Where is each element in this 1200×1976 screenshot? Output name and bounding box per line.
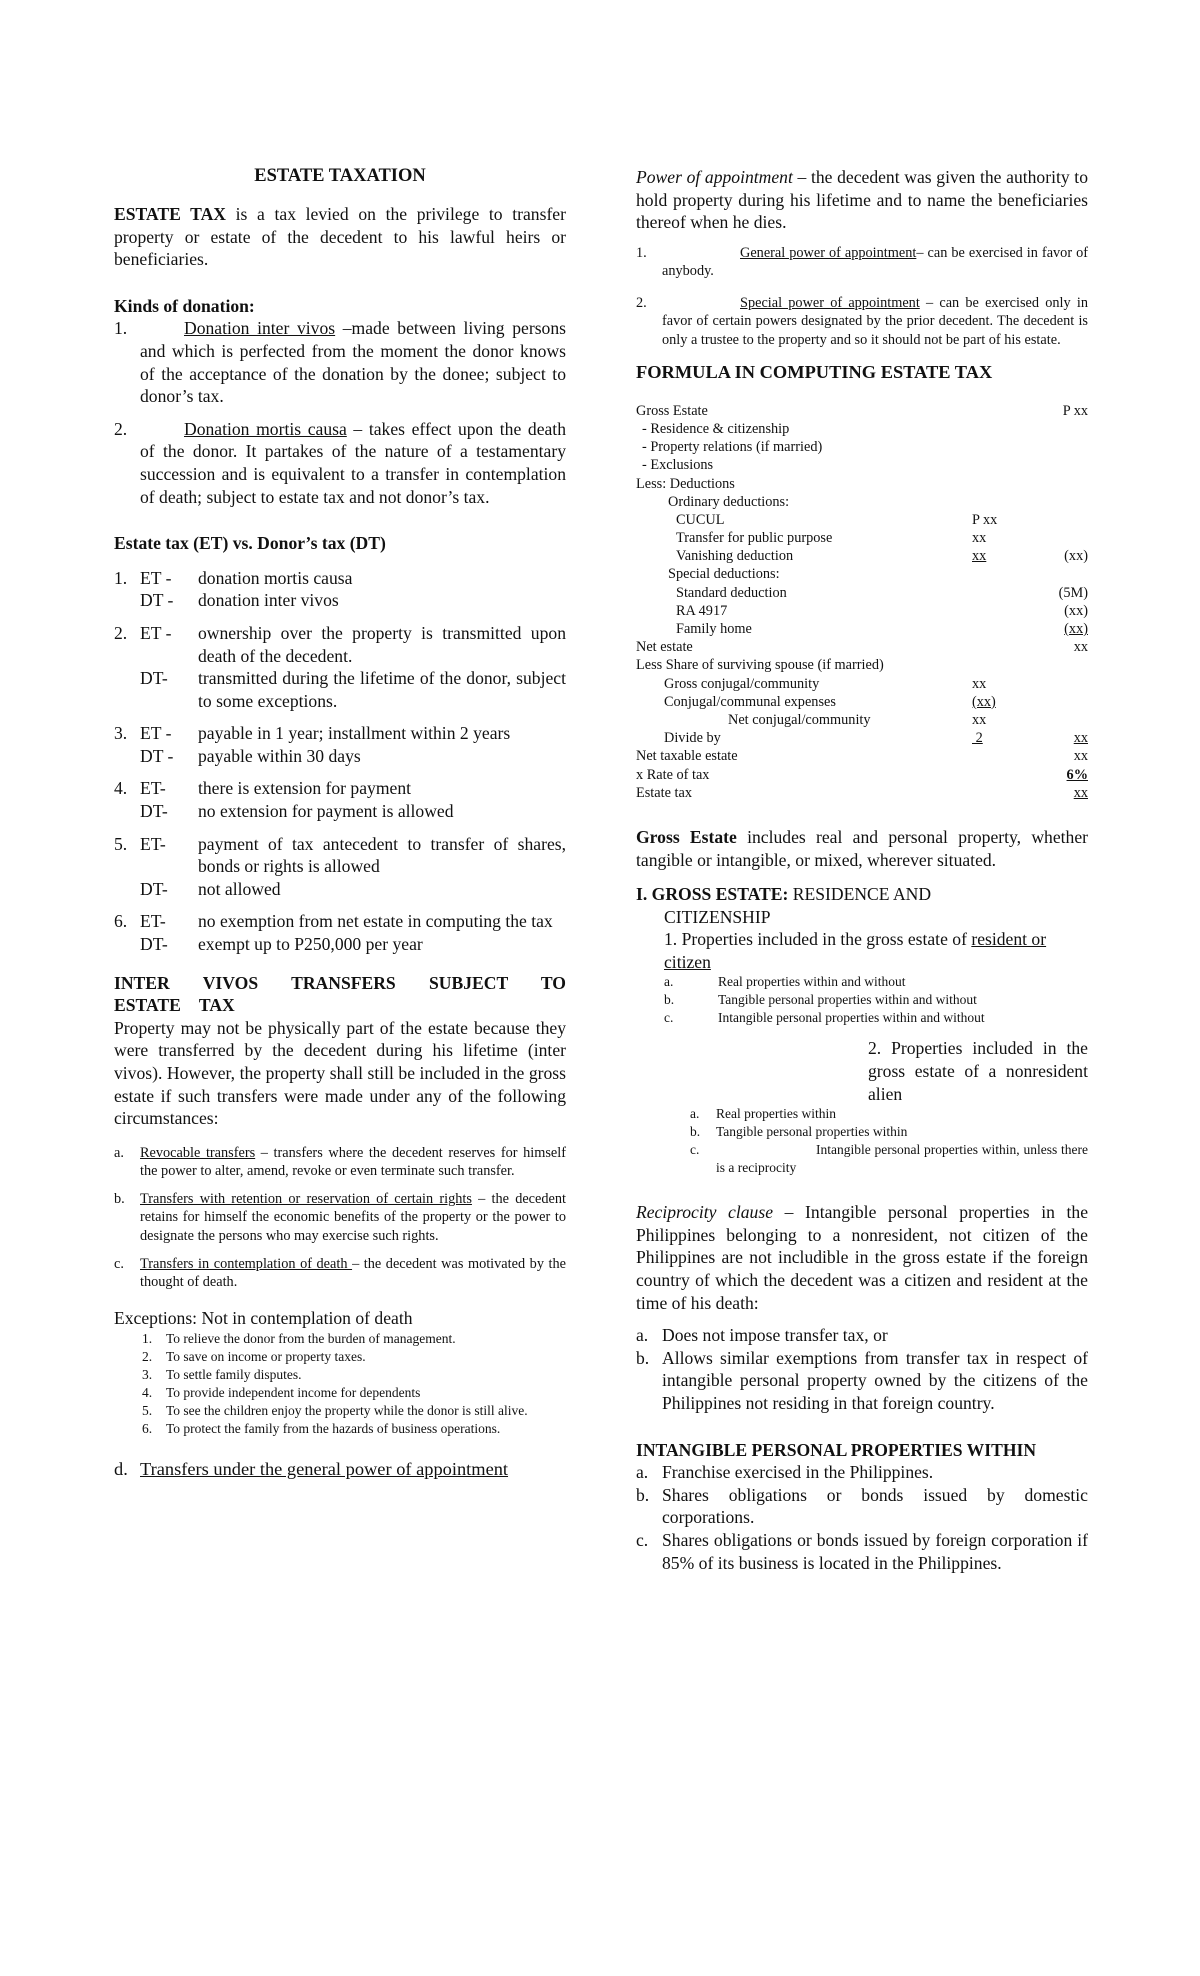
exception-number: 4. (142, 1384, 153, 1400)
formula-subtotal: xx (972, 548, 987, 565)
reciprocity-list (636, 1324, 1088, 1414)
ipp-text: Shares obligations or bonds issued by domestic corporations. (662, 1484, 1088, 1528)
ipp-letter: a. (636, 1462, 649, 1483)
formula-total: xx (1073, 748, 1088, 765)
ipp-item (636, 1484, 1088, 1529)
ge-heading-bold: I. GROSS ESTATE: (636, 884, 789, 905)
dt-text: payable within 30 days (198, 745, 361, 766)
formula-total: xx (1073, 784, 1088, 801)
formula-row (636, 729, 1088, 747)
et-label: ET- (140, 778, 166, 799)
formula-subtotal: (xx) (972, 693, 996, 710)
kinds-heading: Kinds of donation: (114, 295, 255, 316)
formula-row (636, 747, 1088, 765)
et-text: ownership over the property is transmitted upon death of the decedent. (198, 622, 566, 666)
formula-row (636, 656, 1088, 674)
ipp-item (636, 1461, 1088, 1484)
formula-label: Vanishing deduction (676, 548, 794, 565)
formula-label: - Residence & citizenship (642, 420, 790, 437)
reciprocity-letter: b. (636, 1347, 650, 1368)
transfer-term: Transfers with retention or reservation of certain rights (140, 1191, 472, 1208)
dt-label: DT - (140, 745, 174, 766)
formula-row (636, 547, 1088, 565)
et-label: ET - (140, 723, 172, 744)
formula-label: - Exclusions (642, 457, 714, 474)
formula-row (636, 529, 1088, 547)
transfers-list (114, 1144, 566, 1291)
formula-row (636, 475, 1088, 493)
formula-row (636, 438, 1088, 456)
power-number: 1. (636, 244, 647, 261)
exception-item (142, 1402, 566, 1420)
et-label: ET- (140, 911, 166, 932)
ge-resident-item (664, 991, 1088, 1009)
formula-row (636, 620, 1088, 638)
formula-label: Net conjugal/community (728, 711, 871, 728)
formula-total: (xx) (1064, 602, 1088, 619)
compare-number: 5. (114, 833, 128, 854)
transfer-text: – the decedent retains for himself the economic benefits of the property or the power to designate the persons who may exercise such rights. (140, 1191, 566, 1244)
formula-subtotal: 2 (972, 730, 983, 747)
ge-nonresident-heading: 2. Properties included in the gross estate of a nonresident alien (868, 1038, 1088, 1104)
dt-label: DT- (140, 801, 168, 822)
ge-text: Intangible personal properties within and without (718, 1010, 985, 1026)
formula-row (636, 511, 1088, 529)
general-power-item (114, 1458, 566, 1481)
ge-heading-rest: RESIDENCE AND (788, 884, 932, 905)
formula-row (636, 565, 1088, 583)
inter-vivos-heading: INTER VIVOS TRANSFERS SUBJECT TO ESTATE TAX (114, 972, 566, 1016)
formula-subtotal: P xx (972, 511, 998, 528)
dt-label: DT- (140, 668, 168, 689)
formula-total: xx (1073, 730, 1088, 747)
formula-total: 6% (1066, 766, 1088, 783)
formula-row (636, 784, 1088, 802)
et-label: ET- (140, 833, 166, 854)
ge-text: Tangible personal properties within and without (718, 992, 977, 1008)
compare-number: 1. (114, 567, 128, 588)
kind-number: 2. (114, 418, 128, 439)
gross-estate-term: Gross Estate (636, 826, 737, 847)
dt-text: exempt up to P250,000 per year (198, 934, 423, 955)
formula-total: xx (1073, 639, 1088, 656)
formula-label: Estate tax (636, 784, 692, 801)
dt-text: transmitted during the lifetime of the donor, subject to some exceptions. (198, 668, 566, 711)
ge-resident-term: resident or citizen (664, 929, 1047, 972)
ge-text: Real properties within (716, 1106, 836, 1122)
power-item (636, 294, 1088, 349)
formula-heading: FORMULA IN COMPUTING ESTATE TAX (636, 361, 993, 382)
ge-letter: a. (664, 974, 674, 990)
right-column (636, 166, 1088, 1574)
et-label: ET - (140, 567, 172, 588)
compare-number: 3. (114, 723, 128, 744)
general-power-letter: d. (114, 1458, 128, 1479)
ipp-letter: b. (636, 1484, 650, 1505)
et-text: payable in 1 year; installment within 2 years (198, 723, 511, 744)
formula-row (636, 456, 1088, 474)
compare-item (114, 910, 566, 955)
formula-label: Gross Estate (636, 402, 708, 419)
kind-text: –made between living persons and which is perfected from the moment the donor knows of the acceptance of the donation by the donee; subject to donor’s tax. (140, 318, 566, 407)
formula-row (636, 493, 1088, 511)
powers-list (636, 244, 1088, 349)
compare-item (114, 622, 566, 712)
transfer-item (114, 1144, 566, 1180)
exception-number: 2. (142, 1348, 153, 1364)
transfer-term: Revocable transfers (140, 1144, 256, 1161)
dt-text: donation inter vivos (198, 590, 339, 611)
formula-row (636, 584, 1088, 602)
reciprocity-item (636, 1347, 1088, 1415)
ge-heading-line2: CITIZENSHIP (664, 906, 771, 927)
compare-item (114, 567, 566, 612)
exception-text: To see the children enjoy the property while the donor is still alive. (166, 1402, 528, 1418)
exception-text: To settle family disputes. (166, 1366, 302, 1382)
exception-item (142, 1384, 566, 1402)
reciprocity-clause (636, 1201, 1088, 1314)
power-number: 2. (636, 295, 647, 312)
kind-item (114, 317, 566, 407)
exception-item (142, 1348, 566, 1366)
ge-resident-item (664, 973, 1088, 991)
exceptions-list (114, 1330, 566, 1438)
power-term: Power of appointment (636, 167, 793, 187)
formula-row (636, 693, 1088, 711)
ge-text: Intangible personal properties within, unless there is a reciprocity (716, 1142, 1088, 1176)
compare-list (114, 567, 566, 956)
power-text: – the decedent was given the authority to hold property during his lifetime and to name the beneficiaries thereof when he dies. (636, 167, 1088, 233)
formula-label: CUCUL (676, 511, 725, 528)
formula-label: Family home (676, 621, 752, 638)
formula-row (636, 638, 1088, 656)
et-text: payment of tax antecedent to transfer of shares, bonds or rights is allowed (198, 833, 566, 877)
ipp-list (636, 1461, 1088, 1574)
transfer-item (114, 1255, 566, 1291)
formula-label: Less Share of surviving spouse (if married) (636, 657, 884, 674)
ge-nonresident-item (690, 1105, 1088, 1123)
ipp-text: Shares obligations or bonds issued by foreign corporation if 85% of its business is located in the Philippines. (662, 1529, 1088, 1573)
power-item-text: – can be exercised in favor of anybody. (662, 244, 1088, 279)
formula-row (636, 602, 1088, 620)
general-power-term: Transfers under the general power of appointment (140, 1458, 509, 1479)
compare-number: 4. (114, 778, 128, 799)
compare-heading: Estate tax (ET) vs. Donor’s tax (DT) (114, 533, 386, 554)
formula-label: Divide by (664, 730, 721, 747)
dt-label: DT- (140, 878, 168, 899)
ge-text: Real properties within and without (718, 974, 906, 990)
formula-label: Net estate (636, 639, 693, 656)
formula-label: Gross conjugal/community (664, 675, 820, 692)
ge-nonresident-item (690, 1123, 1088, 1141)
formula-label: x Rate of tax (636, 766, 710, 783)
reciprocity-item-text: Does not impose transfer tax, or (662, 1325, 888, 1346)
ipp-heading: INTANGIBLE PERSONAL PROPERTIES WITHIN (636, 1439, 1037, 1460)
formula-row (636, 402, 1088, 420)
exception-text: To relieve the donor from the burden of management. (166, 1330, 456, 1346)
transfer-letter: a. (114, 1144, 124, 1161)
formula-label: Standard deduction (676, 584, 787, 601)
exception-item (142, 1420, 566, 1438)
ge-letter: b. (690, 1124, 701, 1140)
formula-total: (xx) (1064, 548, 1088, 565)
formula-label: Less: Deductions (636, 475, 735, 492)
ge-nonresident-item (690, 1141, 1088, 1177)
exception-number: 5. (142, 1402, 153, 1418)
exceptions-heading: Exceptions: Not in contemplation of death (114, 1308, 413, 1329)
kinds-list (114, 317, 566, 508)
ge-text: Tangible personal properties within (716, 1124, 908, 1140)
ge-resident-list (636, 973, 1088, 1027)
ge-heading (636, 883, 1088, 906)
compare-item (114, 833, 566, 901)
kind-text: – takes effect upon the death of the donor. It partakes of the nature of a testamentary succession and is equivalent to a transfer in contemplation of death; subject to estate tax and not donor’s tax. (140, 418, 566, 507)
formula-subtotal: xx (972, 711, 987, 728)
et-text: no exemption from net estate in computing the tax (198, 911, 553, 932)
formula-row (636, 675, 1088, 693)
exception-text: To protect the family from the hazards of business operations. (166, 1420, 501, 1436)
exception-item (142, 1366, 566, 1384)
ipp-item (636, 1529, 1088, 1574)
power-item-text: – can be exercised only in favor of certain powers designated by the prior decedent. The decedent is only a trustee to the property and so it should not be part of his estate. (662, 295, 1088, 348)
power-item (636, 244, 1088, 280)
power-item-term: General power of appointment (740, 244, 917, 261)
formula-label: - Property relations (if married) (642, 439, 823, 456)
reciprocity-item (636, 1324, 1088, 1347)
ge-letter: a. (690, 1106, 700, 1122)
et-text: there is extension for payment (198, 778, 412, 799)
kind-term: Donation inter vivos (184, 318, 336, 339)
reciprocity-letter: a. (636, 1325, 649, 1346)
transfer-item (114, 1190, 566, 1245)
formula-row (636, 766, 1088, 784)
exception-number: 1. (142, 1330, 153, 1346)
dt-text: no extension for payment is allowed (198, 801, 454, 822)
formula-total: (5M) (1058, 584, 1088, 601)
transfer-letter: b. (114, 1191, 125, 1208)
gross-estate-definition (636, 826, 1088, 871)
ge-letter: c. (690, 1142, 700, 1158)
estate-tax-term: ESTATE TAX (114, 204, 226, 224)
power-of-appointment (636, 166, 1088, 234)
ge-resident-text: 1. Properties included in the gross estate of (664, 929, 972, 950)
dt-text: not allowed (198, 878, 281, 899)
ipp-letter: c. (636, 1529, 649, 1550)
gross-estate-text: includes real and personal property, whether tangible or intangible, or mixed, wherever situated. (636, 826, 1088, 870)
transfer-text: – the decedent was motivated by the thought of death. (140, 1255, 566, 1290)
formula-label: Transfer for public purpose (676, 530, 833, 547)
compare-item (114, 722, 566, 767)
ge-nonresident-list (636, 1105, 1088, 1177)
left-column (114, 166, 566, 1481)
exception-text: To save on income or property taxes. (166, 1348, 366, 1364)
exception-number: 3. (142, 1366, 153, 1382)
formula-table (636, 402, 1088, 802)
dt-label: DT - (140, 590, 174, 611)
compare-number: 6. (114, 911, 128, 932)
et-text: donation mortis causa (198, 567, 353, 588)
reciprocity-item-text: Allows similar exemptions from transfer tax in respect of intangible personal property owned by the citizens of the Philippines not residing in that foreign country. (662, 1347, 1088, 1414)
page-title: ESTATE TAXATION (254, 166, 426, 186)
formula-label: Special deductions: (668, 566, 780, 583)
exception-text: To provide independent income for dependents (166, 1384, 421, 1400)
formula-row (636, 420, 1088, 438)
exception-item (142, 1330, 566, 1348)
ge-letter: b. (664, 992, 675, 1008)
reciprocity-term: Reciprocity clause (636, 1202, 774, 1223)
transfer-letter: c. (114, 1255, 124, 1272)
transfer-text: – transfers where the decedent reserves for himself the power to alter, amend, revoke or even terminate such transfer. (140, 1144, 566, 1179)
kind-term: Donation mortis causa (184, 418, 347, 439)
estate-tax-text: is a tax levied on the privilege to transfer property or estate of the decedent to his lawful heirs or beneficiaries. (114, 204, 566, 270)
transfer-term: Transfers in contemplation of death (140, 1255, 353, 1272)
formula-subtotal: xx (972, 675, 987, 692)
exception-number: 6. (142, 1420, 153, 1436)
compare-item (114, 777, 566, 822)
formula-label: RA 4917 (676, 602, 728, 619)
compare-number: 2. (114, 622, 128, 643)
dt-label: DT- (140, 934, 168, 955)
et-label: ET - (140, 622, 172, 643)
formula-label: Ordinary deductions: (668, 493, 790, 510)
formula-subtotal: xx (972, 530, 987, 547)
kind-item (114, 418, 566, 508)
ge-resident-item (664, 1009, 1088, 1027)
reciprocity-text: – Intangible personal properties in the Philippines belonging to a nonresident, not citizen of the Philippines are not includible in the gross estate if the foreign country of which the decedent was a citizen and resident at the time of his death: (636, 1202, 1089, 1313)
kind-number: 1. (114, 318, 128, 339)
power-item-term: Special power of appointment (740, 295, 920, 312)
ge-resident-heading (636, 928, 1088, 973)
ipp-text: Franchise exercised in the Philippines. (662, 1462, 934, 1483)
ge-letter: c. (664, 1010, 674, 1026)
inter-vivos-text: Property may not be physically part of the estate because they were transferred by the decedent during his lifetime (inter vivos). However, the property shall still be included in the gross estate if such transfers were made under any of the following circumstances: (114, 1017, 566, 1129)
formula-label: Conjugal/communal expenses (664, 693, 836, 710)
formula-total: P xx (1062, 402, 1088, 419)
estate-tax-definition (114, 203, 566, 271)
formula-total: (xx) (1064, 621, 1088, 638)
formula-label: Net taxable estate (636, 748, 738, 765)
formula-row (636, 711, 1088, 729)
